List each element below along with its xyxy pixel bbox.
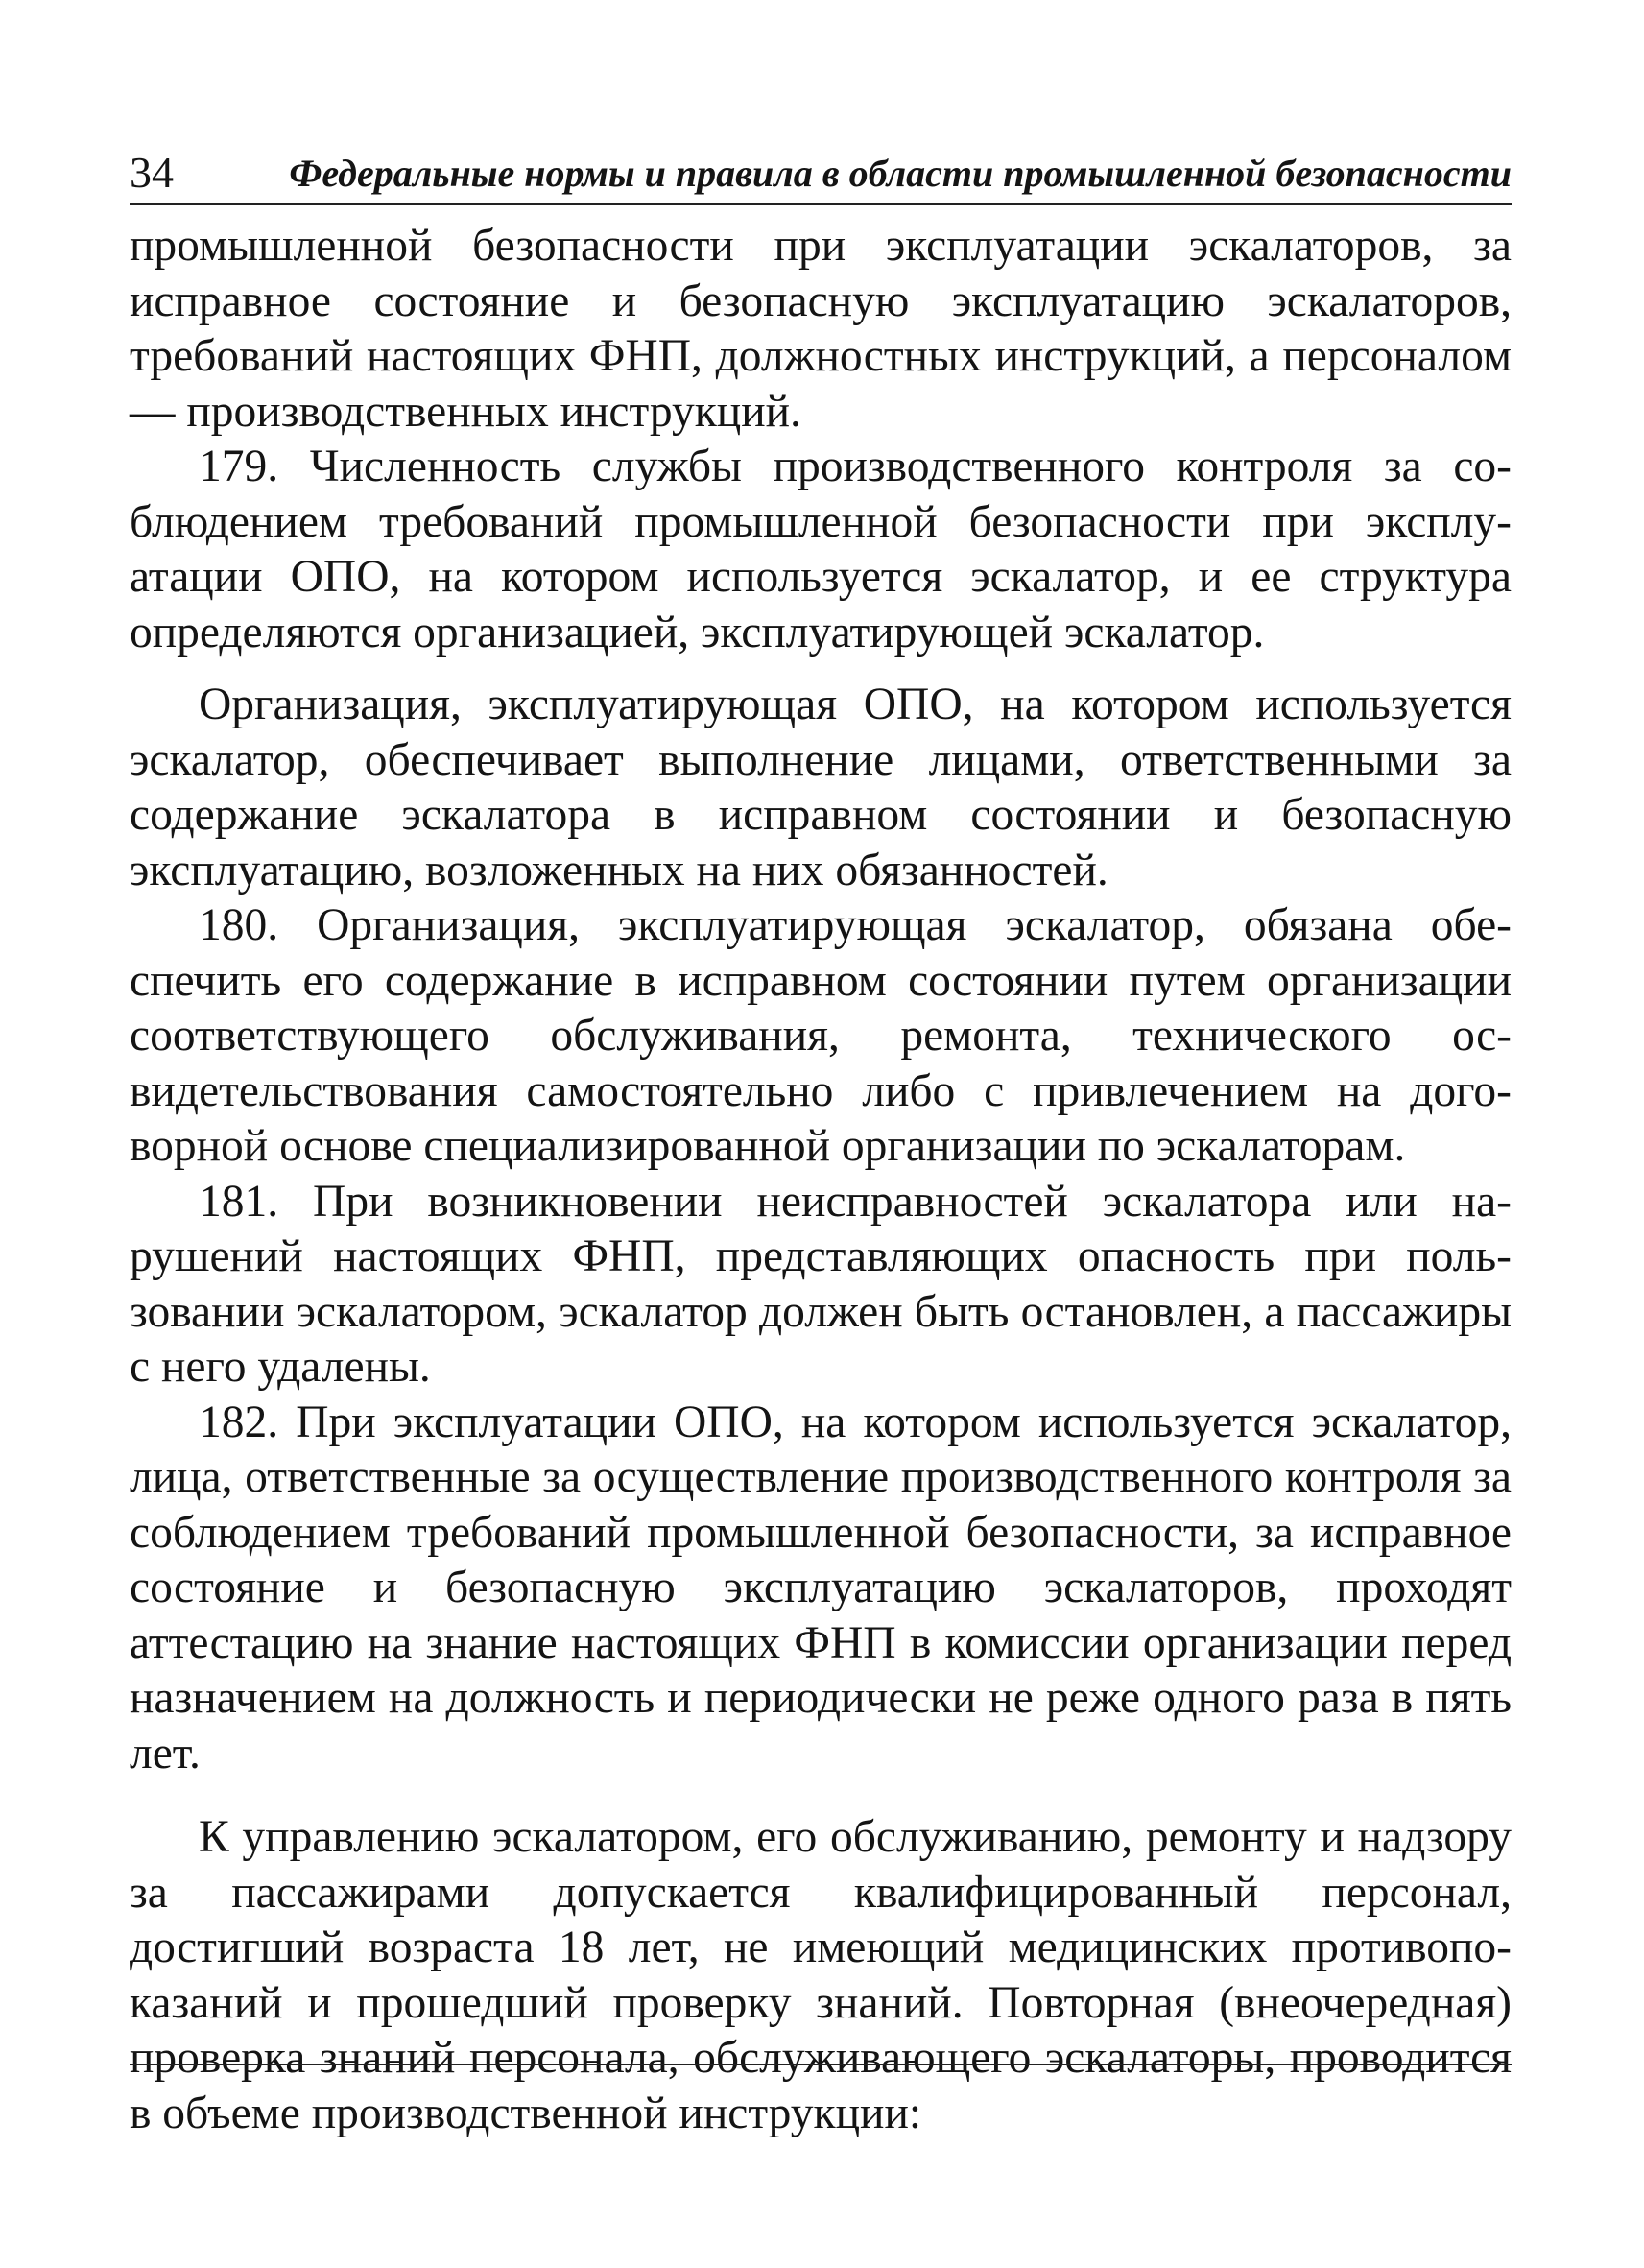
body-text xyxy=(130,219,1512,2141)
paragraph-181: 181. При возникновении неисправностей эскалатора или нарушений настоящих ФНП, представляющих опасность при пользовании эскалатором, эскалатор должен быть остановлен, а пассажиры с него удалены. xyxy=(130,1176,1512,1392)
page-number: 34 xyxy=(130,148,174,197)
book-page xyxy=(130,144,1512,2160)
running-head: Федеральные нормы и правила в области промышленной безопасности xyxy=(289,152,1512,195)
paragraph-continuation: промышленной безопасности при эксплуатации эскалаторов, за исправное состояние и безопасную эксплуатацию эскалаторов, требований настоящих ФНП, должностных инструкций, а персоналом — производственных инструкций. xyxy=(130,221,1512,437)
paragraph-179: 179. Численность службы производственного контроля за соблюдением требований промышленной безопасности при эксплуатации ОПО, на котором используется эскалатор, и ее структура определяются организацией, эксплуатирующей эскалатор. xyxy=(130,442,1512,657)
footer-divider xyxy=(130,2064,1512,2065)
paragraph-182-continued: К управлению эскалатором, его обслуживанию, ремонту и надзору за пассажирами допускается квалифицированный персонал, достигший возраста 18 лет, не имеющий медицинских противопоказаний и прошедший проверку знаний. Повторная (внеочередная) проверка знаний персонала, обслуживающего эскалаторы, проводится в объеме производственной инструкции: xyxy=(130,1812,1512,2138)
page-header xyxy=(130,144,1512,205)
paragraph-180: 180. Организация, эксплуатирующая эскалатор, обязана обеспечить его содержание в исправном состоянии путем организации соответствующего обслуживания, ремонта, технического освидетельствования самостоятельно либо с привлечением на договорной основе специализированной организации по эскалаторам. xyxy=(130,900,1512,1171)
paragraph-179-continued: Организация, эксплуатирующая ОПО, на котором используется эскалатор, обеспечивает выполнение лицами, ответственными за содержание эскалатора в исправном состоянии и безопасную эксплуатацию, возложенных на них обязанностей. xyxy=(130,680,1512,895)
paragraph-182: 182. При эксплуатации ОПО, на котором используется эскалатор, лица, ответственные за осуществление производственного контроля за соблюдением требований промышленной безопасности, за исправное состояние и безопасную эксплуатацию эскалаторов, проходят аттестацию на знание настоящих ФНП в комиссии организации перед назначением на должность и периодически не реже одного раза в пять лет. xyxy=(130,1397,1512,1779)
